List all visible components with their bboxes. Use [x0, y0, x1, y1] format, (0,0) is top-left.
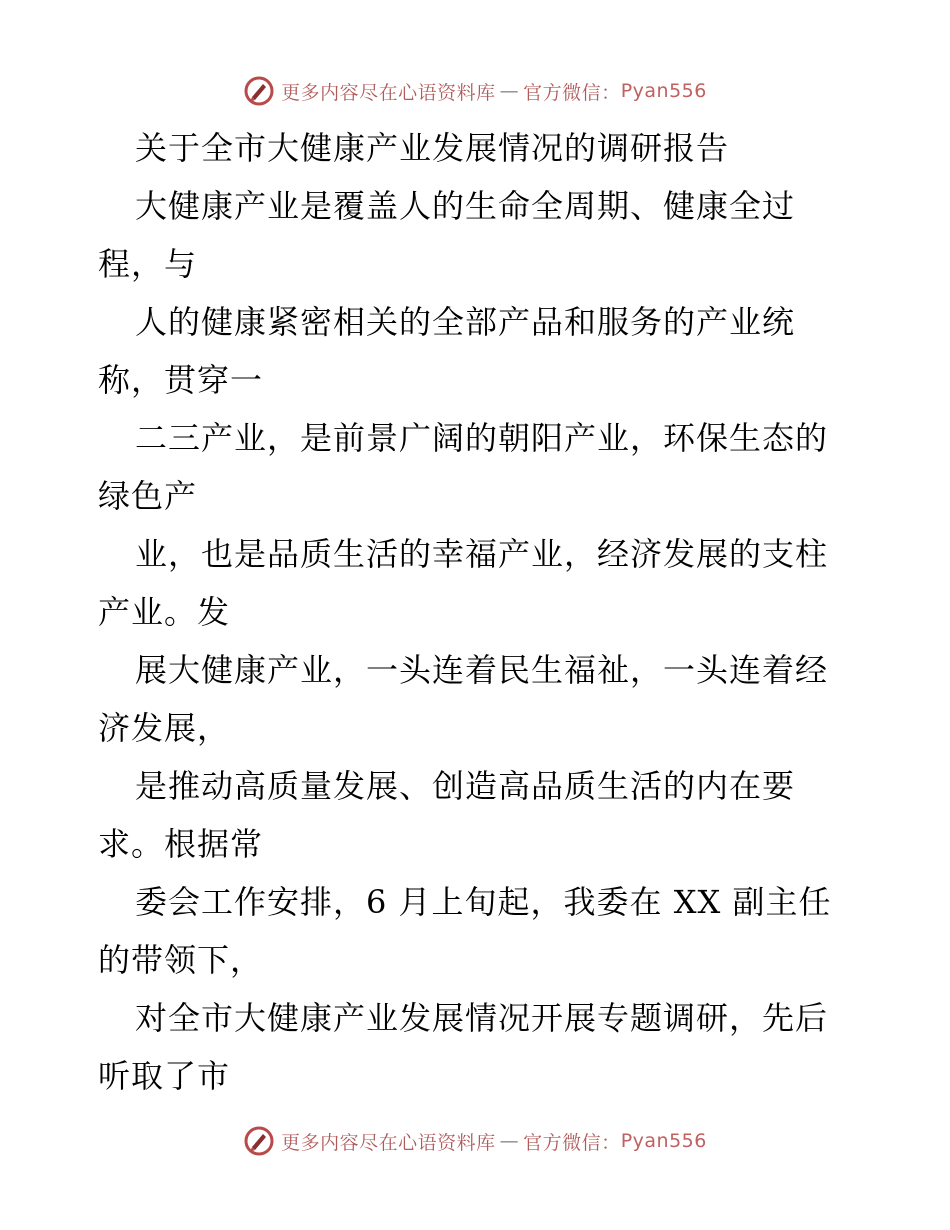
- paragraph-line: 大健康产业是覆盖人的生命全周期、健康全过: [135, 187, 796, 225]
- watermark-separator: —: [499, 80, 520, 102]
- paragraph-line: 产业。发: [98, 593, 231, 631]
- paragraph-line: 称，贯穿一: [98, 361, 264, 399]
- pen-seal-icon: [243, 1125, 275, 1157]
- paragraph-line: 求。根据常: [98, 825, 264, 863]
- watermark-text: 更多内容尽在心语资料库: [281, 1131, 496, 1154]
- paragraph-line: 的带领下，: [98, 941, 264, 979]
- paragraph-line: 人的健康紧密相关的全部产品和服务的产业统: [135, 303, 796, 341]
- watermark-label: 官方微信：: [523, 1131, 621, 1154]
- paragraph-line: 委会工作安排，6 月上旬起，我委在 XX 副主任: [135, 883, 832, 921]
- paragraph-line: 对全市大健康产业发展情况开展专题调研，先后: [135, 999, 829, 1037]
- paragraph-line: 是推动高质量发展、创造高品质生活的内在要: [135, 767, 796, 805]
- paragraph-line: 展大健康产业，一头连着民生福祉，一头连着经: [135, 651, 829, 689]
- paragraph-line: 绿色产: [98, 477, 198, 515]
- paragraph-line: 程，与: [98, 245, 198, 283]
- watermark-account: Pyan556: [620, 80, 707, 102]
- watermark-separator: —: [499, 1130, 520, 1152]
- document-title: 关于全市大健康产业发展情况的调研报告: [135, 129, 730, 167]
- paragraph-line: 二三产业，是前景广阔的朝阳产业，环保生态的: [135, 419, 829, 457]
- paragraph-line: 济发展，: [98, 709, 231, 747]
- watermark-account: Pyan556: [620, 1130, 707, 1152]
- paragraph-line: 听取了市: [98, 1057, 231, 1095]
- watermark-footer: [0, 1121, 950, 1161]
- watermark-text: 更多内容尽在心语资料库: [281, 81, 496, 104]
- watermark-label: 官方微信：: [523, 81, 621, 104]
- paragraph-line: 业，也是品质生活的幸福产业，经济发展的支柱: [135, 535, 829, 573]
